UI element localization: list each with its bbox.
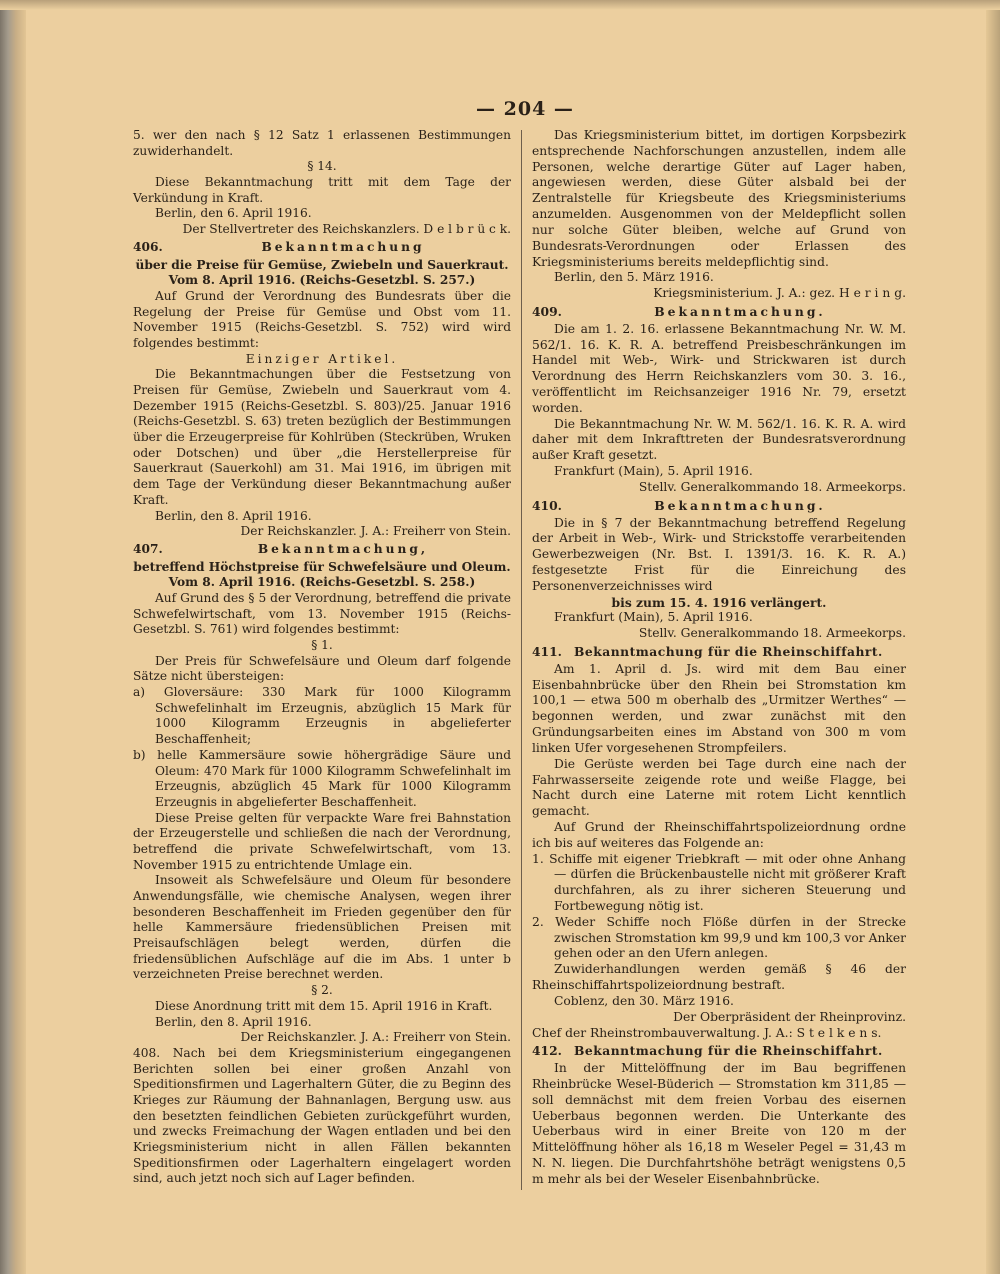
date-line: Coblenz, den 30. März 1916. (554, 993, 734, 1008)
signature-line: Stellv. Generalkommando 18. Armeekorps. (638, 479, 906, 494)
notice-406-header (133, 240, 511, 256)
signature-line: Der Reichskanzler. J. A.: Freiherr von Stein. (240, 524, 511, 539)
paragraph: Der Preis für Schwefelsäure und Oleum darf folgende Sätze nicht übersteigen: (133, 653, 511, 684)
list-item: b) helle Kammersäure sowie höhergrädige Säure und Oleum: 470 Mark für 1000 Kilogramm Schwefelinhalt im Erzeugnis, abzüglich 45 Mark für 1000 Kilogramm Erzeugnis in abgelieferter Beschaffenheit. (133, 747, 511, 809)
date-line: Berlin, den 5. März 1916. (554, 270, 714, 285)
signature-line: Stellv. Generalkommando 18. Armeekorps. (638, 626, 906, 641)
paragraph: Auf Grund der Verordnung des Bundesrats über die Regelung der Preise für Gemüse und Obst vom 11. November 1915 (Reichs-Gesetzbl. S. 752) wird wird folgendes bestimmt: (133, 288, 511, 350)
signature-line: Kriegsministerium. J. A.: gez. H e r i n g. (653, 286, 906, 301)
paragraph: Die in § 7 der Bekanntmachung betreffend Regelung der Arbeit in Web-, Wirk- und Strickstoffe verarbeitenden Gewerbezweigen (Nr. Bst. I. 1391/3. 16. K. R. A.) festgesetzte Frist für die Einreichung des Personenverzeichnisses wird (532, 515, 906, 593)
emphasis-line: bis zum 15. 4. 1916 verlängert. (611, 594, 827, 610)
date-line: Berlin, den 6. April 1916. (155, 206, 312, 221)
list-item: 2. Weder Schiffe noch Flöße dürfen in der Strecke zwischen Stromstation km 99,9 und km 100,3 vor Anker gehen oder an den Ufern anlegen. (532, 914, 906, 961)
paragraph: Zuwiderhandlungen werden gemäß § 46 der Rheinschiffahrtspolizeiordnung bestraft. (532, 962, 906, 993)
notice-410-header (532, 498, 906, 514)
paragraph: Diese Preise gelten für verpackte Ware frei Bahnstation der Erzeugerstelle und schließen die nach der Verordnung, betreffend die private Schwefelwirtschaft, vom 13. November 1915 zu entrichtende Umlage ein. (133, 810, 511, 872)
book-spine (0, 0, 26, 1274)
list-item: 1. Schiffe mit eigener Triebkraft — mit oder ohne Anhang — dürfen die Brückenbaustelle nicht mit größerer Kraft durchfahren, als zu ihrer sicheren Steuerung und Fortbewegung nötig ist. (532, 851, 906, 913)
signature-line: Der Reichskanzler. J. A.: Freiherr von Stein. (240, 1030, 511, 1045)
page-top-edge (0, 0, 1000, 10)
paragraph: Diese Anordnung tritt mit dem 15. April 1916 in Kraft. (155, 998, 493, 1013)
notice-title: Bekanntmachung. (654, 497, 826, 513)
paragraph: Insoweit als Schwefelsäure und Oleum für besondere Anwendungsfälle, wie chemische Analysen, wegen ihrer besonderen Beschaffenheit im Frieden gegenüber den für helle Kammersäure friedensüblichen Preisen mit Preisaufschlägen belegt werden, dürfen die friedensüblichen Aufschläge auf die im Abs. 1 unter b verzeichneten Preise berechnet werden. (133, 873, 511, 982)
paragraph: Die Gerüste werden bei Tage durch eine nach der Fahrwasserseite zeigende rote und weiße Flagge, bei Nacht durch eine Laterne mit rotem Licht kenntlich gemacht. (532, 756, 906, 819)
notice-title: Bekanntmachung. (654, 303, 826, 319)
notice-title: Bekanntmachung (261, 239, 425, 254)
page-number: — 204 — (476, 98, 574, 120)
signature-line: Der Oberpräsident der Rheinprovinz. (673, 1009, 906, 1024)
notice-number: 407. (133, 541, 163, 556)
section-heading: § 2. (311, 983, 333, 998)
notice-411-header (532, 644, 906, 660)
date-line: Berlin, den 8. April 1916. (155, 508, 312, 523)
paragraph: In der Mittelöffnung der im Bau begriffenen Rheinbrücke Wesel-Büderich — Stromstation km 311,85 — soll demnächst mit dem freien Vorbau des eisernen Ueberbaus begonnen werden. Die Unterkante des Ueberbaus wird in einer Breite von 120 m der Mittelöffnung höher als 16,18 m Weseler Pegel = 31,43 m N. N. liegen. Die Durchfahrtshöhe beträgt wenigstens 0,5 m mehr als bei der Weseler Eisenbahnbrücke. (532, 1061, 906, 1186)
page-edge (986, 0, 1000, 1274)
right-column (532, 128, 906, 1188)
signature-line: Chef der Rheinstrombauverwaltung. J. A.: S t e l k e n s. (532, 1025, 882, 1040)
notice-number: 409. (532, 303, 562, 319)
notice-subtitle: über die Preise für Gemüse, Zwiebeln und Sauerkraut. Vom 8. April 1916. (Reichs-Gesetzbl. S. 257.) (135, 257, 509, 288)
notice-number: 406. (133, 239, 163, 254)
section-heading: § 1. (311, 638, 333, 652)
notice-title: Bekanntmachung für die Rheinschiffahrt. (574, 1043, 883, 1059)
paragraph: Die am 1. 2. 16. erlassene Bekanntmachung Nr. W. M. 562/1. 16. K. R. A. betreffend Preisbeschränkungen im Handel mit Web-, Wirk- und Strickwaren ist durch Verordnung des Herrn Reichskanzlers vom 30. 3. 16., veröffentlicht im Reichsanzeiger 1916 Nr. 79, ersetzt worden. (532, 321, 906, 415)
paragraph: Diese Bekanntmachung tritt mit dem Tage der Verkündung in Kraft. (133, 175, 511, 205)
paragraph: 5. wer den nach § 12 Satz 1 erlassenen Bestimmungen zuwiderhandelt. (133, 128, 511, 158)
date-line: Frankfurt (Main), 5. April 1916. (554, 610, 753, 625)
list-item: a) Gloversäure: 330 Mark für 1000 Kilogramm Schwefelinhalt im Erzeugnis, abzüglich 15 Mark für 1000 Kilogramm Erzeugnis in abgelieferter Beschaffenheit; (133, 685, 511, 747)
paragraph: Die Bekanntmachung Nr. W. M. 562/1. 16. K. R. A. wird daher mit dem Inkrafttreten der Bundesratsverordnung außer Kraft gesetzt. (532, 416, 906, 463)
paragraph: 408. Nach bei dem Kriegsministerium eingegangenen Berichten sollen bei einer großen Anzahl von Speditionsfirmen und Lagerhaltern Güter, die zu Beginn des Krieges zur Räumung der Bahnanlagen, Bergung usw. aus den besetzten feindlichen Gebieten zurückgeführt wurden, und zwecks Freimachung der Wagen entladen und bei den Kriegsministerium nicht in allen Fällen bekannten Speditionsfirmen oder Lagerhaltern eingelagert worden sind, auch jetzt noch sich auf Lager befinden. (133, 1045, 511, 1186)
notice-subtitle: betreffend Höchstpreise für Schwefelsäure und Oleum. Vom 8. April 1916. (Reichs-Gesetzbl. S. 258.) (133, 559, 511, 590)
notice-407-header (133, 542, 511, 558)
paragraph: Auf Grund der Rheinschiffahrtspolizeiordnung ordne ich bis auf weiteres das Folgende an: (532, 819, 906, 850)
notice-number: 410. (532, 497, 562, 513)
paragraph: Das Kriegsministerium bittet, im dortigen Korpsbezirk entsprechende Nachforschungen anzustellen, indem alle Personen, welche derartige Güter auf Lager haben, angewiesen werden, diese Güter alsbald bei der Zentralstelle für Kriegsbeute des Kriegsministeriums anzumelden. Ausgenommen von der Meldepflicht sollen nur solche Güter bleiben, welche auf Grund von Bundesrats-Verordnungen oder Erlassen des Kriegsministeriums bereits meldepflichtig sind. (532, 128, 906, 269)
notice-title: Bekanntmachung für die Rheinschiffahrt. (574, 644, 883, 659)
notice-409-header (532, 304, 906, 320)
notice-412-header (532, 1043, 906, 1059)
left-column (133, 128, 511, 1187)
notice-title: Bekanntmachung, (257, 541, 429, 556)
column-divider (521, 130, 522, 1190)
paragraph: Am 1. April d. Js. wird mit dem Bau einer Eisenbahnbrücke über den Rhein bei Stromstation km 100,1 — etwa 500 m oberhalb des „Urmitzer Werthes“ — begonnen werden, und zwar zunächst mit den Gründungsarbeiten eines im Abstand von 300 m vom linken Ufer vorgesehenen Strompfeilers. (532, 661, 906, 755)
signature-line: Der Stellvertreter des Reichskanzlers. D e l b r ü c k. (182, 222, 511, 237)
notice-number: 412. (532, 1043, 562, 1059)
date-line: Berlin, den 8. April 1916. (155, 1014, 312, 1029)
notice-number: 411. (532, 644, 562, 659)
section-heading: § 14. (307, 159, 337, 174)
paragraph: Auf Grund des § 5 der Verordnung, betreffend die private Schwefelwirtschaft, vom 13. November 1915 (Reichs-Gesetzbl. S. 761) wird folgendes bestimmt: (133, 590, 511, 637)
article-heading: Einziger Artikel. (245, 351, 399, 366)
paragraph: Die Bekanntmachungen über die Festsetzung von Preisen für Gemüse, Zwiebeln und Sauerkraut vom 4. Dezember 1915 (Reichs-Gesetzbl. S. 803)/25. Januar 1916 (Reichs-Gesetzbl. S. 63) treten bezüglich der Bestimmungen über die Erzeugerpreise für Kohlrüben (Steckrüben, Wruken oder Dotschen) und über „die Herstellerpreise für Sauerkraut (Sauerkohl) am 31. Mai 1916, im übrigen mit dem Tage der Verkündung dieser Bekanntmachung außer Kraft. (133, 367, 511, 507)
date-line: Frankfurt (Main), 5. April 1916. (554, 464, 753, 479)
